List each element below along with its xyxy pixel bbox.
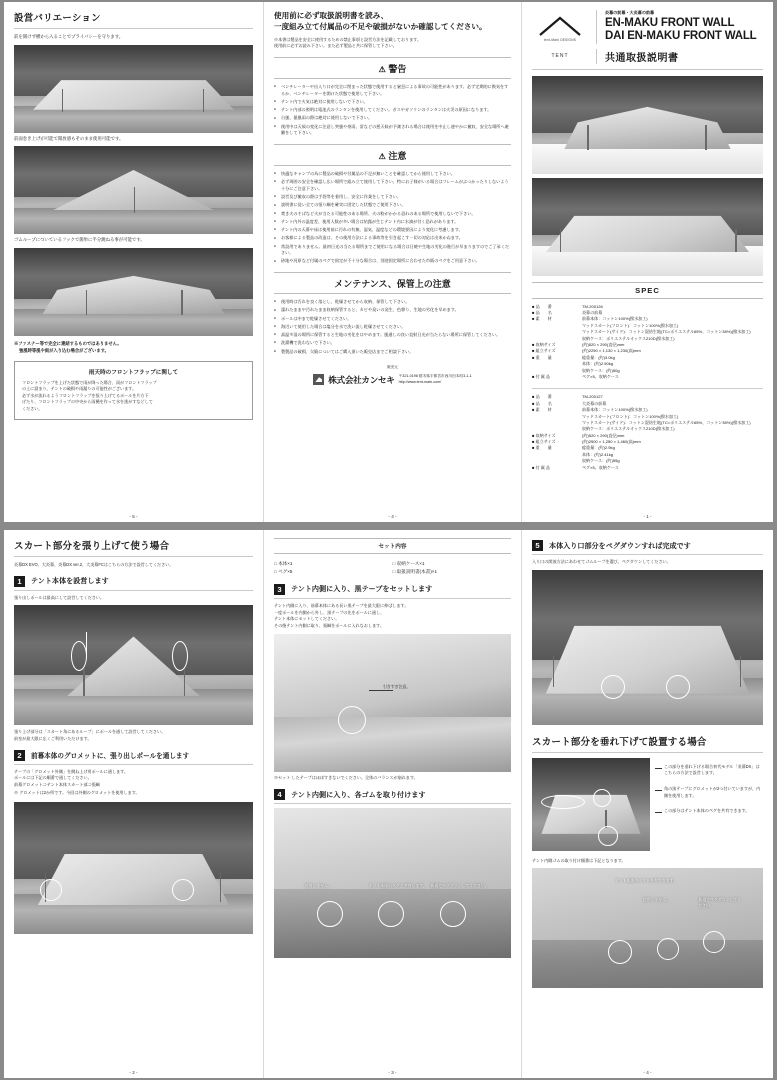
infobox-line: フロントフラップを上げた状態で雨が降った場合、雨がフロントフラップ — [22, 379, 157, 385]
column-brand-spec — [521, 2, 773, 522]
tent-pole — [83, 668, 84, 697]
maintenance-list — [274, 299, 511, 355]
spec-value-line: 総重量：(約)2.9kg — [582, 445, 615, 451]
spec-row — [532, 374, 763, 380]
spec-key: ■ 品 名 — [532, 310, 582, 316]
spec-key: ■ 収納サイズ — [532, 433, 582, 439]
photo-step-3 — [274, 634, 511, 772]
maintenance-item: ● 使用時は汚れを良く落とし、乾燥させてから収納、保管して下さい。 — [274, 299, 511, 306]
brand-title-line-2: DAI EN-MAKU FRONT WALL — [605, 30, 757, 43]
warning-section-title — [274, 57, 511, 79]
spec-value — [582, 445, 763, 464]
step-title: テント本体を設営します — [31, 577, 109, 586]
caution-item: ● 砂地や河原など付属のペグで固定が不十分な場合は、別途固定場所に合わせた市販のペグをご用意下さい。 — [274, 258, 511, 265]
seller-label: 販売元 — [387, 365, 398, 370]
manual-page-bottom — [4, 530, 773, 1078]
photo-annotation: 引きすぎ注意。 — [383, 684, 411, 690]
set-item-checkbox[interactable]: □ 収納ケース×1 — [393, 560, 512, 568]
caution-item: ● 焚き火のそばなど火が当たる可能性のある場所、火の粉がかかる恐れのある場所で使用しないで下さい。 — [274, 211, 511, 218]
spec-divider — [532, 388, 763, 389]
website-url[interactable]: http://www.tent-mark.com/ — [398, 379, 442, 384]
spec-value-line: 収納ケース：(約)50g — [582, 367, 620, 373]
manual-page-top — [4, 2, 773, 522]
spec-row — [532, 465, 763, 471]
spec-row — [532, 407, 763, 433]
spec-value-line: 前幕本体：コットン100%(撥水加工) — [582, 407, 648, 413]
spec-value-line: (約)2250 × 1,130 × 1,230(高)mm — [582, 348, 641, 354]
tent-fabric — [274, 634, 511, 717]
brand-text — [596, 10, 763, 44]
lead-small-line-2: 使用前に必ずお読み下さい。また必ず製品と共に保管して下さい。 — [274, 43, 397, 49]
step-title: 前幕本体のグロメットに、張り出しポールを通します — [31, 753, 190, 760]
tent-pole — [181, 290, 182, 315]
company-footer — [274, 365, 511, 390]
spec-row — [532, 316, 763, 342]
tent-pole — [705, 125, 706, 150]
annotation-notes — [655, 758, 763, 851]
photo-step-4 — [274, 808, 511, 958]
warning-item: ● テント内で火気は絶対に使用しないで下さい。 — [274, 99, 511, 106]
company-name: 株式会社カンセキ — [328, 374, 395, 385]
step-2-note-line: ポールには下記の順番で通してください。 — [14, 775, 92, 781]
lead-small-line-1: ※本書は製品を安全に使用するための禁止事項と設営方法を記載しております。 — [274, 36, 422, 42]
annotation-note: 角の黒テープにグロメットが2つ付いていますが、内側を使用します。 — [655, 786, 763, 799]
brand-header — [532, 10, 763, 70]
warning-list — [274, 84, 511, 137]
highlight-ring — [172, 641, 188, 671]
lead-heading-line-2: 一度組み立て付属品の不足や破損がないか確認してください。 — [274, 22, 487, 32]
photo-product-hero-2 — [532, 178, 763, 276]
step-3-note-line: 一度ポールを内側から外し、黒テープの先をポールに通し、 — [274, 609, 385, 615]
section-subnote: 炎幕DX EVO、大炎幕、炎幕DX ver.2、大炎幕FCはこちらの方法で設営してください。 — [14, 562, 174, 567]
photo-step-5 — [532, 570, 763, 725]
photo-caption-2: ゴムループについているフックで簡単に半分跳ねる事が可能です。 — [14, 237, 145, 243]
tent-pole — [184, 668, 185, 697]
highlight-ring — [541, 795, 585, 809]
highlight-ring — [598, 826, 618, 846]
spec-value-line: 前幕本体：コットン100%(撥水加工) — [582, 316, 648, 322]
warning-item: ● ベンチレーターや出入り口が完全に閉まった状態で使用すると窒息による事故の可能性があります。必ず定期的に換気をするか、ベンチレーターを開けた状態で使用して下さい。 — [274, 84, 511, 97]
step-1-note: 張り出しポールは最高にして設営してください。 — [14, 594, 104, 600]
warning-triangle-icon: ⚠ — [378, 65, 386, 75]
tent-pole — [560, 229, 561, 253]
spec-key: ■ 付 属 品 — [532, 374, 582, 380]
address-line-1: 〒321-0198 栃木県宇都宮市西川田本町3-1-1 — [398, 374, 472, 379]
highlight-ring — [40, 879, 62, 901]
step-2-note-line: 前幕グロメット⇒テント本体スカート部⇒張綱 — [14, 781, 100, 787]
photo-skirt-detail — [532, 868, 763, 988]
caution-section-title — [274, 144, 511, 166]
spec-value-line: 炎幕の前幕 — [582, 310, 603, 316]
spec-value-line: TM-200126 — [582, 303, 603, 309]
photo-product-hero-1 — [532, 76, 763, 174]
spec-value-line: ペグ×5、収納ケース — [582, 464, 619, 470]
photo-step-2 — [14, 802, 253, 934]
set-contents-list — [274, 560, 511, 577]
page-number: - 1 - — [643, 514, 652, 519]
spec-key: ■ 組立サイズ — [532, 348, 582, 354]
photo-caption-1: 前面巻き上げが可能で開放感もそのまま使用可能です。 — [14, 135, 124, 141]
spec-key: ■ 組立サイズ — [532, 439, 582, 445]
column-steps-1-2 — [4, 530, 263, 1078]
set-item-checkbox[interactable]: □ 本体×1 — [274, 560, 393, 568]
step-3-header — [274, 584, 511, 599]
warning-item: ● 台風、暴風雨の際は絶対に使用しないで下さい。 — [274, 115, 511, 122]
spec-value — [582, 465, 763, 471]
tent-pole — [62, 89, 63, 112]
step-number: 2 — [14, 750, 25, 761]
spec-key: ■ 素 材 — [532, 316, 582, 342]
spec-value — [582, 316, 763, 342]
spec-key: ■ 品 番 — [532, 394, 582, 400]
spec-key: ■ 素 材 — [532, 407, 582, 433]
page-number: - 4 - — [643, 1070, 652, 1075]
spec-key: ■ 品 番 — [532, 304, 582, 310]
spec-key: ■ 重 量 — [532, 445, 582, 464]
column-steps-3-4 — [263, 530, 521, 1078]
spec-value-line: 総重量：(約)3.0kg — [582, 354, 615, 360]
brand-logo — [532, 15, 588, 44]
caution-item: ● 必ず周囲の安全を確認し広い場所で組み立て使用して下さい。特にお子様がいる場合はフレームがぶつかったりしないよう十分にご注意下さい。 — [274, 179, 511, 192]
warning-title-text: 警告 — [388, 64, 407, 75]
brand-top-row — [532, 10, 763, 44]
step-2-note-line: テープの「グロメット外側」を跳ね上げ用ポールに通します。 — [14, 768, 129, 774]
step-number: 5 — [532, 540, 543, 551]
spec-value-line: 本体：(約)2.50kg — [582, 361, 614, 367]
step-2-header — [14, 750, 253, 765]
page-number: - 2 - — [129, 1070, 138, 1075]
step-3-note-line: テント内側に入り、前幕本体にある長い黒テープを最大限に伸ばします。 — [274, 602, 409, 608]
spec-value-line: 大炎幕の前幕 — [582, 400, 607, 406]
photo-annotation: 使用しません。 — [642, 897, 671, 903]
spec-value-line: TM-200127 — [582, 394, 603, 400]
tent-fabric — [274, 808, 511, 889]
spec-value-line: (約)520 × 290(直径)mm — [582, 432, 625, 438]
highlight-ring — [657, 938, 679, 960]
annotation-note: この部分はテント本体のペグを共有できます。 — [655, 808, 763, 815]
spec-value-line: マッドスカート(フロント)：コットン100%(撥水加工) — [582, 413, 679, 419]
spec-value — [582, 355, 763, 374]
product-category: TENT — [551, 53, 569, 60]
column-warnings — [263, 2, 521, 522]
spec-value-line: 収納ケース：ポリエステルオックス210D(撥水加工) — [582, 426, 675, 432]
spec-key: ■ 収納サイズ — [532, 342, 582, 348]
warning-item: ● 使用中は天候の変化に注意し突風や豪雨、雷などの悪天候が予測される場合は使用を中止し速やかに撤収、安全な場所へ避難をして下さい。 — [274, 124, 511, 137]
step-3-note-line: その後テント内側に取り、張綱をポールに入れなおします。 — [274, 622, 384, 628]
maintenance-section-title: メンテナンス、保管上の注意 — [274, 272, 511, 294]
spec-row — [532, 355, 763, 374]
company-row — [313, 374, 472, 386]
lead-heading-line-1: 使用前に必ず取扱説明書を読み、 — [274, 11, 389, 20]
asterisk-note-line-2: 強風時等風や雨が入り込む場合がございます。 — [19, 347, 109, 353]
caution-item: ● 説明書に従い全ての張り綱を確実に固定した状態でご使用下さい。 — [274, 202, 511, 209]
highlight-ring — [317, 901, 343, 927]
spec-row — [532, 445, 763, 464]
step-title: テント内側に入り、各ゴムを取り付けます — [291, 790, 426, 799]
page-number: - 3 - — [388, 1070, 397, 1075]
step-5-note: 入り口の開放方法にあわせてゴムループを選び、ペグダウンしてください。 — [532, 559, 671, 564]
spec-key: ■ 品 名 — [532, 401, 582, 407]
tent-pole — [220, 873, 221, 902]
kanseki-mark-icon — [313, 374, 324, 385]
photo-ground — [14, 106, 253, 132]
photo-variation-2 — [14, 146, 253, 234]
spec-value-line: (約)2500 × 1,250 × 1,460(高)mm — [582, 439, 641, 445]
tent-pole — [587, 125, 588, 150]
photo-annotation: 使用しません。 — [304, 883, 333, 889]
caution-title-text: 注意 — [388, 151, 407, 162]
spec-heading: SPEC — [532, 282, 763, 299]
step-title: 本体入り口部分をペグダウンすれば完成です — [549, 541, 691, 550]
page-number: - 5 - — [129, 514, 138, 519]
infobox-line: げたり、フロントフラップの中央から雨樋を作って水を逃がすなどして — [22, 399, 153, 405]
spec-value-line: マッドスカート(サイド)：コットン混紡生地(TC=ポリエステル65%、コットン35%)(撥水加工) — [582, 419, 751, 425]
set-contents-heading: セット内容 — [274, 538, 511, 554]
page-number: - 4 - — [388, 514, 397, 519]
logo-caption: tent-Mark DESIGNS — [543, 37, 577, 42]
spec-key: ■ 重 量 — [532, 355, 582, 374]
photo-variation-1 — [14, 45, 253, 133]
maintenance-item: ● ポールは中まで乾燥させてください。 — [274, 316, 511, 323]
set-item-checkbox[interactable]: □ 取扱説明書(本書)×1 — [393, 568, 512, 576]
column-setup-variations — [4, 2, 263, 522]
step-1-after-line-1: 張り上げ部分は「スカート角にあるループ」にポールを通して設営してください。 — [14, 729, 166, 735]
highlight-ring — [440, 901, 466, 927]
highlight-ring — [338, 706, 366, 734]
tent-pole — [735, 229, 736, 253]
step-number: 1 — [14, 576, 25, 587]
annotated-figure — [532, 758, 763, 851]
step-4-header — [274, 789, 511, 804]
spec-block-1 — [532, 304, 763, 381]
spec-value-line: (約)520 × 290(直径)mm — [582, 342, 625, 347]
caution-item: ● 常設用でありません。最初日光の当たる場所までご使用になる場合は日焼や生地の劣化の進行が早まりますのでご了承ください。 — [274, 244, 511, 257]
infobox-line: の上に溜まり、テントの破損や雨漏りの可能性がございます。 — [22, 386, 137, 392]
photo-annotation: 新規でペグダウンしてください。 — [698, 897, 742, 908]
rain-flap-infobox — [14, 361, 253, 420]
annotation-note: この部分を垂れ下げる場合初代モデル「炎幕DX」はこちらの方法で設営します。 — [655, 764, 763, 777]
maintenance-item: ● 製製品の破損、欠陥についてはご購入頂いた販売店までご相談下さい。 — [274, 349, 511, 356]
warning-triangle-icon: ⚠ — [378, 152, 386, 162]
tent-pole — [203, 89, 204, 112]
photo-annotation: テント本体のペグと共有します。 — [368, 883, 427, 889]
photo-annotation: 新規でペグダウンしてください。 — [430, 883, 489, 889]
spec-value — [582, 407, 763, 433]
brand-bottom-row — [532, 49, 763, 64]
spec-key: ■ 付 属 品 — [532, 465, 582, 471]
step-title: テント内側に入り、黒テープをセットします — [291, 585, 433, 594]
photo-annotation: テント本体のペグと共有できます。 — [615, 877, 677, 883]
caution-item: ● テント内外の温度差、使用人数が多い場合は結露が生じテント内に水滴が付く恐れがあります。 — [274, 219, 511, 226]
column-step-5 — [521, 530, 773, 1078]
tent-pole — [86, 290, 87, 315]
tent-roof-logo-icon — [538, 15, 582, 37]
highlight-ring — [608, 940, 632, 964]
set-item-checkbox[interactable]: □ ペグ×5 — [274, 568, 393, 576]
caution-item: ● 快適なキャンプの為に製品の破損や付属品の不足が無いことを確認してから使用して下さい。 — [274, 171, 511, 178]
section-heading-skirt-down: スカート部分を垂れ下げて設置する場合 — [532, 734, 763, 753]
step-1-header — [14, 576, 253, 591]
tent-pole — [740, 656, 741, 687]
spec-block-2 — [532, 394, 763, 471]
step-3-note-line: テント本体にセットしてください。 — [274, 616, 340, 622]
spec-value-line: 収納ケース：ポリエステルオックス210D(撥水加工) — [582, 335, 675, 341]
maintenance-item: ● 洗濯機で洗わないで下さい。 — [274, 340, 511, 347]
spec-value-line: ペグ×5、収納ケース — [582, 373, 619, 379]
caution-list — [274, 171, 511, 265]
leader-line — [86, 632, 87, 658]
maintenance-item: ● 海辺いて使用した場合は塩分を水で洗い流し乾燥させてください。 — [274, 324, 511, 331]
caution-item: ● 設営及び撤収の際は手袋等を着用し、安全に作業をして下さい。 — [274, 194, 511, 201]
page-title: 設営バリエーション — [14, 10, 253, 29]
brand-title-line-1: EN-MAKU FRONT WALL — [605, 17, 735, 29]
step-5-header — [532, 540, 763, 555]
step-2-note-line: ※ グロメットは2か所です。今回は外側のグロメットを使用します。 — [14, 790, 140, 796]
maintenance-item: ● 濡れたままや汚れたまま収納保管すると、カビや臭いの発生、色移り、生地の劣化を早めます。 — [274, 307, 511, 314]
step-number: 4 — [274, 789, 285, 800]
caution-item: ● お客様による製品の改造は、その使用方法による事故等を引き起こす一切の対応は出来かねます。 — [274, 235, 511, 242]
tent-pole — [553, 656, 554, 687]
section-heading-skirt-up: スカート部分を張り上げて使う場合 — [14, 538, 253, 557]
spec-value-line: 収納ケース：(約)55g — [582, 458, 620, 464]
spec-value-line: 本体：(約)2.41kg — [582, 451, 614, 457]
document-title: 共通取扱説明書 — [596, 49, 679, 64]
highlight-ring — [378, 901, 404, 927]
step-3-caption: ※セット したテープはほぼすきないでください。全体のバランスが崩れます。 — [274, 775, 418, 781]
infobox-title: 雨天時のフロントフラップに関して — [88, 369, 179, 376]
brand-subtitle: 炎幕の前幕・大炎幕の前幕 — [605, 10, 655, 15]
step-1-after-line-2: 前室が最大限に広くご利用いただけます。 — [14, 735, 92, 741]
infobox-line: 必ず水が流れるようフロントフラップを張り上げてるポールを片方下 — [22, 392, 149, 398]
photo-skirt-down — [532, 758, 650, 851]
asterisk-note-line-1: ※ファスナー等で完全に連結するものではありません。 — [14, 340, 122, 346]
company-address — [399, 374, 472, 385]
tent-pole — [134, 187, 135, 213]
highlight-ring — [666, 675, 690, 699]
photo-caption-above: 前を開けず横から入ることでプライバシーを守ります。 — [14, 34, 124, 39]
photo-variation-3 — [14, 248, 253, 336]
warning-item: ● テント内部の照明は電池式のランタンを使用してください。ガスやガソリンのランタンは火災の原因になります。 — [274, 107, 511, 114]
spec-value-line: マッドスカート(サイド)：コットン混紡生地(TC=ポリエステル65%、コットン35%)(撥水加工) — [582, 329, 751, 335]
spec-value — [582, 374, 763, 380]
highlight-ring — [703, 931, 725, 953]
caution-item: ● テント内の天幕や床は使用前に汚れの有無、湿気、温度などの環境要因により変化に考慮します。 — [274, 227, 511, 234]
highlight-ring — [172, 879, 194, 901]
infobox-line: ください。 — [22, 406, 43, 412]
step-number: 3 — [274, 584, 285, 595]
photo-step-1 — [14, 605, 253, 725]
maintenance-item: ● 高温多湿の場所に保管すると生地の劣化をはやめます。風通しの良い直射日光が当たらない場所に保管してください。 — [274, 332, 511, 339]
spec-value-line: マッドスカート(フロント)：コットン100%(撥水加工) — [582, 322, 679, 328]
footer-note: テント内側ゴムの取り付け順番は下記となります。 — [532, 857, 626, 863]
